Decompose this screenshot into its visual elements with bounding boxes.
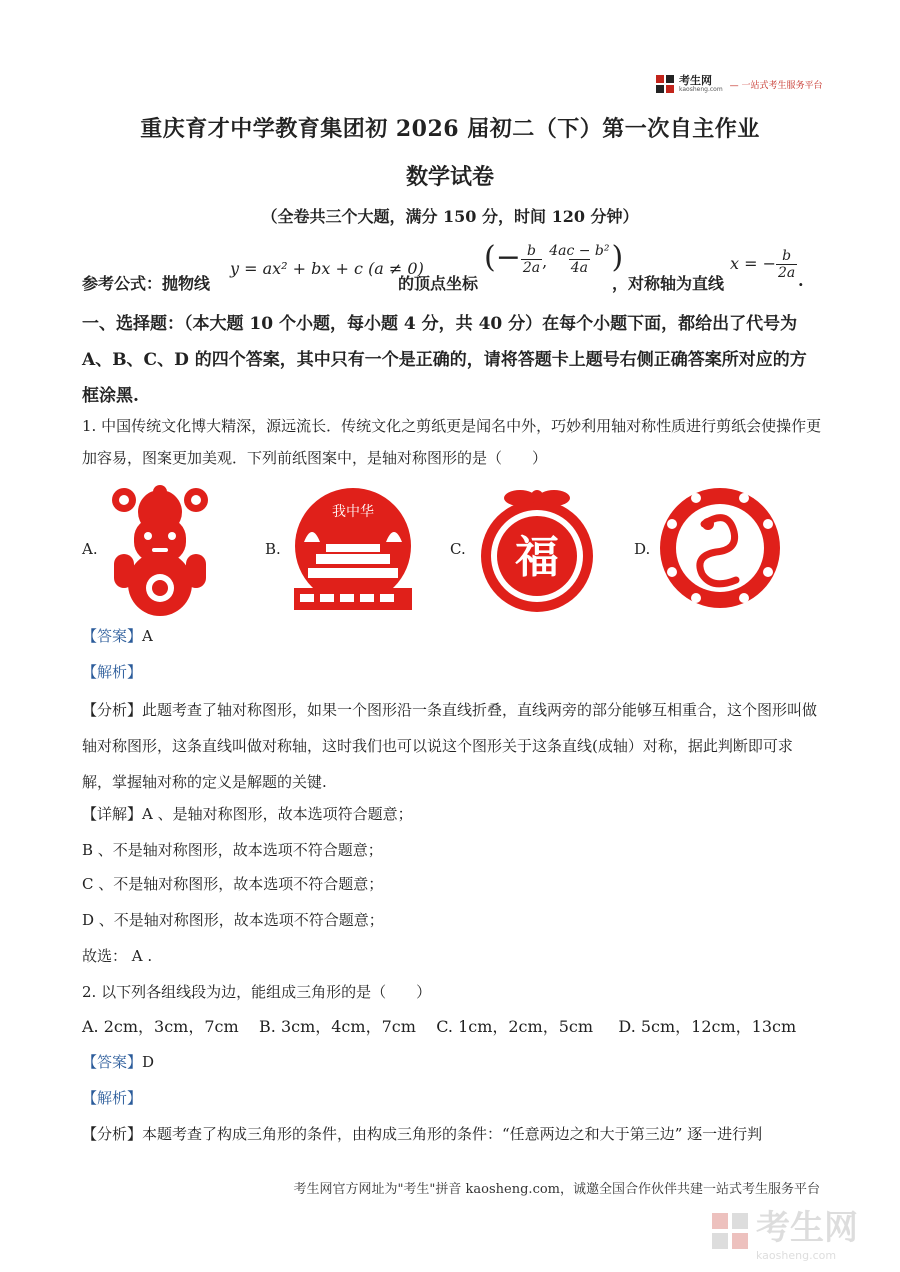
exam-note: （全卷共三个大题，满分 150 分，时间 120 分钟） xyxy=(261,207,639,226)
vertex-label: 的顶点坐标 xyxy=(398,274,479,293)
logo-slogan: — 一站式考生服务平台 xyxy=(729,80,823,91)
watermark-logo-icon xyxy=(710,1211,750,1251)
q1-fenxi: 【分析】此题考查了轴对称图形，如果一个图形沿一条直线折叠，直线两旁的部分能够互相重合，这个图形叫做轴对称图形，这条直线叫做对称轴，这时我们也可以说这个图形关于这条直线(成轴）对称，据此判断即可求解，掌握轴对称的定义是解题的关键. xyxy=(82,701,818,791)
q2-answer: 【答案】D xyxy=(82,1053,155,1071)
q1-xiangjie-c: C 、不是轴对称图形，故本选项不符合题意； xyxy=(82,875,384,893)
exam-subtitle: 数学试卷 xyxy=(405,164,494,190)
q1-option-c-papercut[interactable] xyxy=(472,484,602,614)
q1-option-b-papercut[interactable] xyxy=(286,484,420,616)
reference-formula: 参考公式：抛物线 y = ax² + bx + c (a ≠ 0) 的顶点坐标 (− $\frac{b}{2a}$ , $\frac{\text{4ac − b²}}{4a}$ ) ，对称轴为直线 x = − $\frac{b}{2a}$ . xyxy=(82,240,804,293)
q1-option-b-label[interactable]: B. xyxy=(265,540,281,558)
vertex-y-fraction: $\frac{\text{4ac − b²}}{4a}$ xyxy=(549,242,610,276)
papercut-b-text: 我中华 xyxy=(332,504,374,520)
header-logo[interactable] xyxy=(655,74,823,94)
logo-name: 考生网 xyxy=(679,74,712,87)
q2-stem: 2. 以下列各组线段为边，能组成三角形的是（ ） xyxy=(82,983,432,1001)
exam-title: 重庆育才中学教育集团初 2026 届初二（下）第一次自主作业 xyxy=(140,116,760,142)
watermark xyxy=(710,1200,858,1262)
vertex-x-fraction: $\frac{b}{2a}$ xyxy=(522,242,541,276)
q1-analysis-tag: 【解析】 xyxy=(82,663,143,681)
q1-option-d-label[interactable]: D. xyxy=(634,540,651,558)
parabola-equation: y = ax² + bx + c (a ≠ 0) xyxy=(230,259,424,278)
q1-answer: 【答案】A xyxy=(82,627,153,645)
q1-xiangjie-a: 【详解】A 、是轴对称图形，故本选项符合题意； xyxy=(82,805,413,823)
q1-conclusion: 故选： A . xyxy=(82,947,153,965)
q1-stem: 1. 中国传统文化博大精深，源远流长．传统文化之剪纸更是闻名中外，巧妙利用轴对称性质进行剪纸会使操作更加容易，图案更加美观．下列前纸图案中，是轴对称图形的是（ ） xyxy=(82,417,822,467)
watermark-domain: kaosheng.com xyxy=(756,1249,837,1262)
section-1-heading: 一、选择题：（本大题 10 个小题，每小题 4 分，共 40 分）在每个小题下面，都给出了代号为 A、B、C、D 的四个答案，其中只有一个是正确的，请将答题卡上题号右侧正确答案所对应的方框涂黑. xyxy=(82,314,807,406)
axis-equation: x = − $\frac{b}{2a}$ xyxy=(730,248,796,281)
q1-xiangjie-b: B 、不是轴对称图形，故本选项不符合题意； xyxy=(82,841,383,859)
papercut-c-text: 福 xyxy=(515,532,559,583)
formula-label: 参考公式：抛物线 xyxy=(82,274,211,293)
kaosheng-logo-icon xyxy=(655,74,675,94)
logo-domain: kaosheng.com xyxy=(679,86,723,93)
q2-options[interactable]: A. 2cm，3cm，7cm B. 3cm，4cm，7cm C. 1cm，2cm，5cm D. 5cm，12cm，13cm xyxy=(82,1017,797,1036)
vertex-coordinates: (− $\frac{b}{2a}$ , $\frac{\text{4ac − b²}}{4a}$ ) xyxy=(484,240,624,276)
q1-option-a-papercut[interactable] xyxy=(104,484,216,618)
q1-option-c-label[interactable]: C. xyxy=(450,540,466,558)
q1-option-d-papercut[interactable] xyxy=(656,484,784,612)
q2-analysis-tag: 【解析】 xyxy=(82,1089,143,1107)
q2-fenxi: 【分析】本题考查了构成三角形的条件，由构成三角形的条件：“任意两边之和大于第三边” 逐一进行判 xyxy=(82,1125,763,1143)
q1-xiangjie-d: D 、不是轴对称图形，故本选项不符合题意； xyxy=(82,911,384,929)
q1-option-a-label[interactable]: A. xyxy=(82,540,98,558)
watermark-text: 考生网 xyxy=(756,1208,858,1248)
axis-label: ，对称轴为直线 xyxy=(612,274,725,293)
page-footer: 考生网官方网址为"考生"拼音 kaosheng.com，诚邀全国合作伙伴共建一站式考生服务平台 xyxy=(293,1182,820,1197)
